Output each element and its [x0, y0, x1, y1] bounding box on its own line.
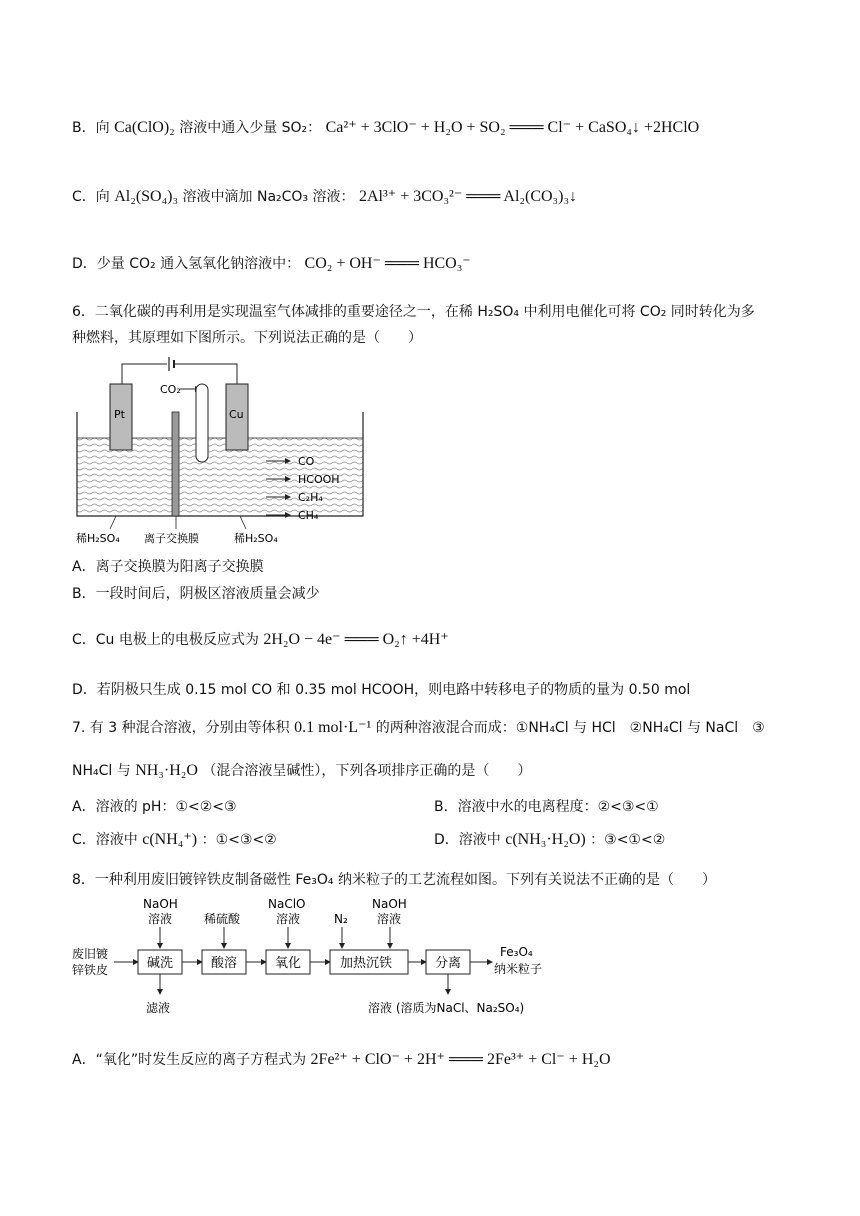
- waste-filtrate: 滤液: [146, 1001, 171, 1015]
- reagent-solution-1: 溶液: [148, 912, 173, 926]
- q5-option-c: [72, 187, 577, 207]
- q6-option-d: D．若阴极只生成 0.15 mol CO 和 0.35 mol HCOOH，则电路中转移电子的物质的量为 0.50 mol: [72, 682, 691, 698]
- option-b-prefix: B．向: [72, 120, 110, 136]
- option-c-reagent: Al₂(SO₄)₃: [114, 188, 179, 205]
- q7-option-c-prefix: C．溶液中: [72, 832, 138, 848]
- output-label-1: Fe₃O₄: [500, 945, 533, 959]
- right-electrolyte-label: 稀H₂SO₄: [234, 532, 278, 545]
- q7-option-c-suffix: ：①<③<②: [201, 832, 277, 848]
- q8-option-a: [72, 1050, 611, 1070]
- q7-option-d-expr: c(NH₃·H₂O): [505, 831, 586, 848]
- waste-solution: 溶液 (溶质为NaCl、Na₂SO₄): [368, 1001, 525, 1015]
- q6-option-b: B．一段时间后，阴极区溶液质量会减少: [72, 586, 320, 602]
- left-electrolyte-label: 稀H₂SO₄: [76, 532, 120, 545]
- product-hcooh: HCOOH: [298, 473, 340, 486]
- q7-stem-c: NH₄Cl 与: [72, 763, 131, 779]
- output-label-2: 纳米粒子: [494, 962, 543, 976]
- q7-option-d: [434, 830, 665, 850]
- option-b-reagent: Ca(ClO)₂: [114, 119, 175, 136]
- product-c2h4: C₂H₄: [298, 491, 323, 504]
- co2-label: CO₂: [160, 383, 181, 396]
- option-c-mid: 溶液中滴加 Na₂CO₃ 溶液：: [182, 189, 355, 205]
- q7-stem-b: 的两种溶液混合而成：①NH₄Cl 与 HCl ②NH₄Cl 与 NaCl ③: [375, 720, 765, 736]
- reagent-dilute-h2so4: 稀硫酸: [204, 912, 241, 926]
- reagent-naclo: NaClO: [268, 897, 306, 911]
- reagent-n2: N₂: [334, 912, 348, 926]
- q7-option-a: A．溶液的 pH：①<②<③: [72, 799, 237, 815]
- option-c-equation: 2Al³⁺ + 3CO₃²⁻ ═══ Al₂(CO₃)₃↓: [358, 188, 578, 205]
- reagent-naoh-2: NaOH: [372, 897, 407, 911]
- q7-formula: NH₃·H₂O: [135, 762, 198, 779]
- option-b-mid: 溶液中通入少量 SO₂：: [179, 120, 322, 136]
- option-d-prefix: D．少量 CO₂ 通入氢氧化钠溶液中：: [72, 256, 301, 272]
- q6-option-c: [72, 630, 449, 650]
- step-alkaline-wash: 碱洗: [147, 956, 174, 971]
- q7-option-c: [72, 830, 277, 850]
- step-acid-dissolve: 酸溶: [211, 956, 238, 971]
- q7-option-b: B．溶液中水的电离程度：②<③<①: [434, 799, 659, 815]
- q7-stem-line2: [72, 761, 531, 781]
- q8-option-a-prefix: A．“氧化”时发生反应的离子方程式为: [72, 1052, 307, 1068]
- product-ch4: CH₄: [298, 509, 319, 522]
- input-label-1: 废旧镀: [72, 947, 109, 961]
- electrolysis-cell-diagram: [72, 352, 372, 548]
- step-oxidation: 氧化: [275, 956, 302, 971]
- cu-label: Cu: [229, 408, 244, 421]
- option-d-equation: CO₂ + OH⁻ ═══ HCO₃⁻: [304, 255, 471, 272]
- q6-stem-line1: 6．二氧化碳的再利用是实现温室气体减排的重要途径之一，在稀 H₂SO₄ 中利用电催化可将 CO₂ 同时转化为多: [72, 304, 755, 320]
- reagent-solution-2: 溶液: [276, 912, 301, 926]
- process-flow-diagram: [72, 896, 592, 1024]
- input-label-2: 锌铁皮: [72, 963, 109, 977]
- q7-stem-line1: [72, 718, 765, 738]
- product-co: CO: [298, 455, 315, 468]
- q7-option-c-expr: c(NH₄⁺): [142, 831, 198, 848]
- q6-option-c-equation: 2H₂O − 4e⁻ ═══ O₂↑ +4H⁺: [263, 631, 449, 648]
- q8-stem: 8．一种利用废旧镀锌铁皮制备磁性 Fe₃O₄ 纳米粒子的工艺流程如图。下列有关说法不正确的是（ ）: [72, 872, 716, 888]
- pt-label: Pt: [114, 408, 125, 421]
- option-c-prefix: C．向: [72, 189, 110, 205]
- q7-stem-a: 7. 有 3 种混合溶液，分别由等体积: [72, 720, 290, 736]
- option-b-equation: Ca²⁺ + 3ClO⁻ + H₂O + SO₂ ═══ Cl⁻ + CaSO₄↓ +2HClO: [325, 119, 700, 136]
- q7-concentration: 0.1 mol·L⁻¹: [294, 719, 372, 736]
- q6-stem-line2: 种燃料，其原理如下图所示。下列说法正确的是（ ）: [72, 330, 422, 346]
- step-heat-precipitate: 加热沉铁: [340, 956, 393, 971]
- q6-option-c-prefix: C．Cu 电极上的电极反应式为: [72, 632, 259, 648]
- q6-option-a: A．离子交换膜为阳离子交换膜: [72, 559, 264, 575]
- step-separation: 分离: [435, 956, 462, 971]
- q8-option-a-equation: 2Fe²⁺ + ClO⁻ + 2H⁺ ═══ 2Fe³⁺ + Cl⁻ + H₂O: [310, 1051, 611, 1068]
- membrane-label: 离子交换膜: [144, 532, 199, 545]
- q7-stem-d: （混合溶液呈碱性），下列各项排序正确的是（ ）: [202, 763, 532, 779]
- reagent-solution-3: 溶液: [377, 912, 402, 926]
- q7-option-d-prefix: D．溶液中: [434, 832, 501, 848]
- q7-option-d-suffix: ：③<①<②: [590, 832, 666, 848]
- reagent-naoh-1: NaOH: [143, 897, 178, 911]
- q5-option-b: [72, 118, 699, 138]
- q5-option-d: [72, 254, 471, 274]
